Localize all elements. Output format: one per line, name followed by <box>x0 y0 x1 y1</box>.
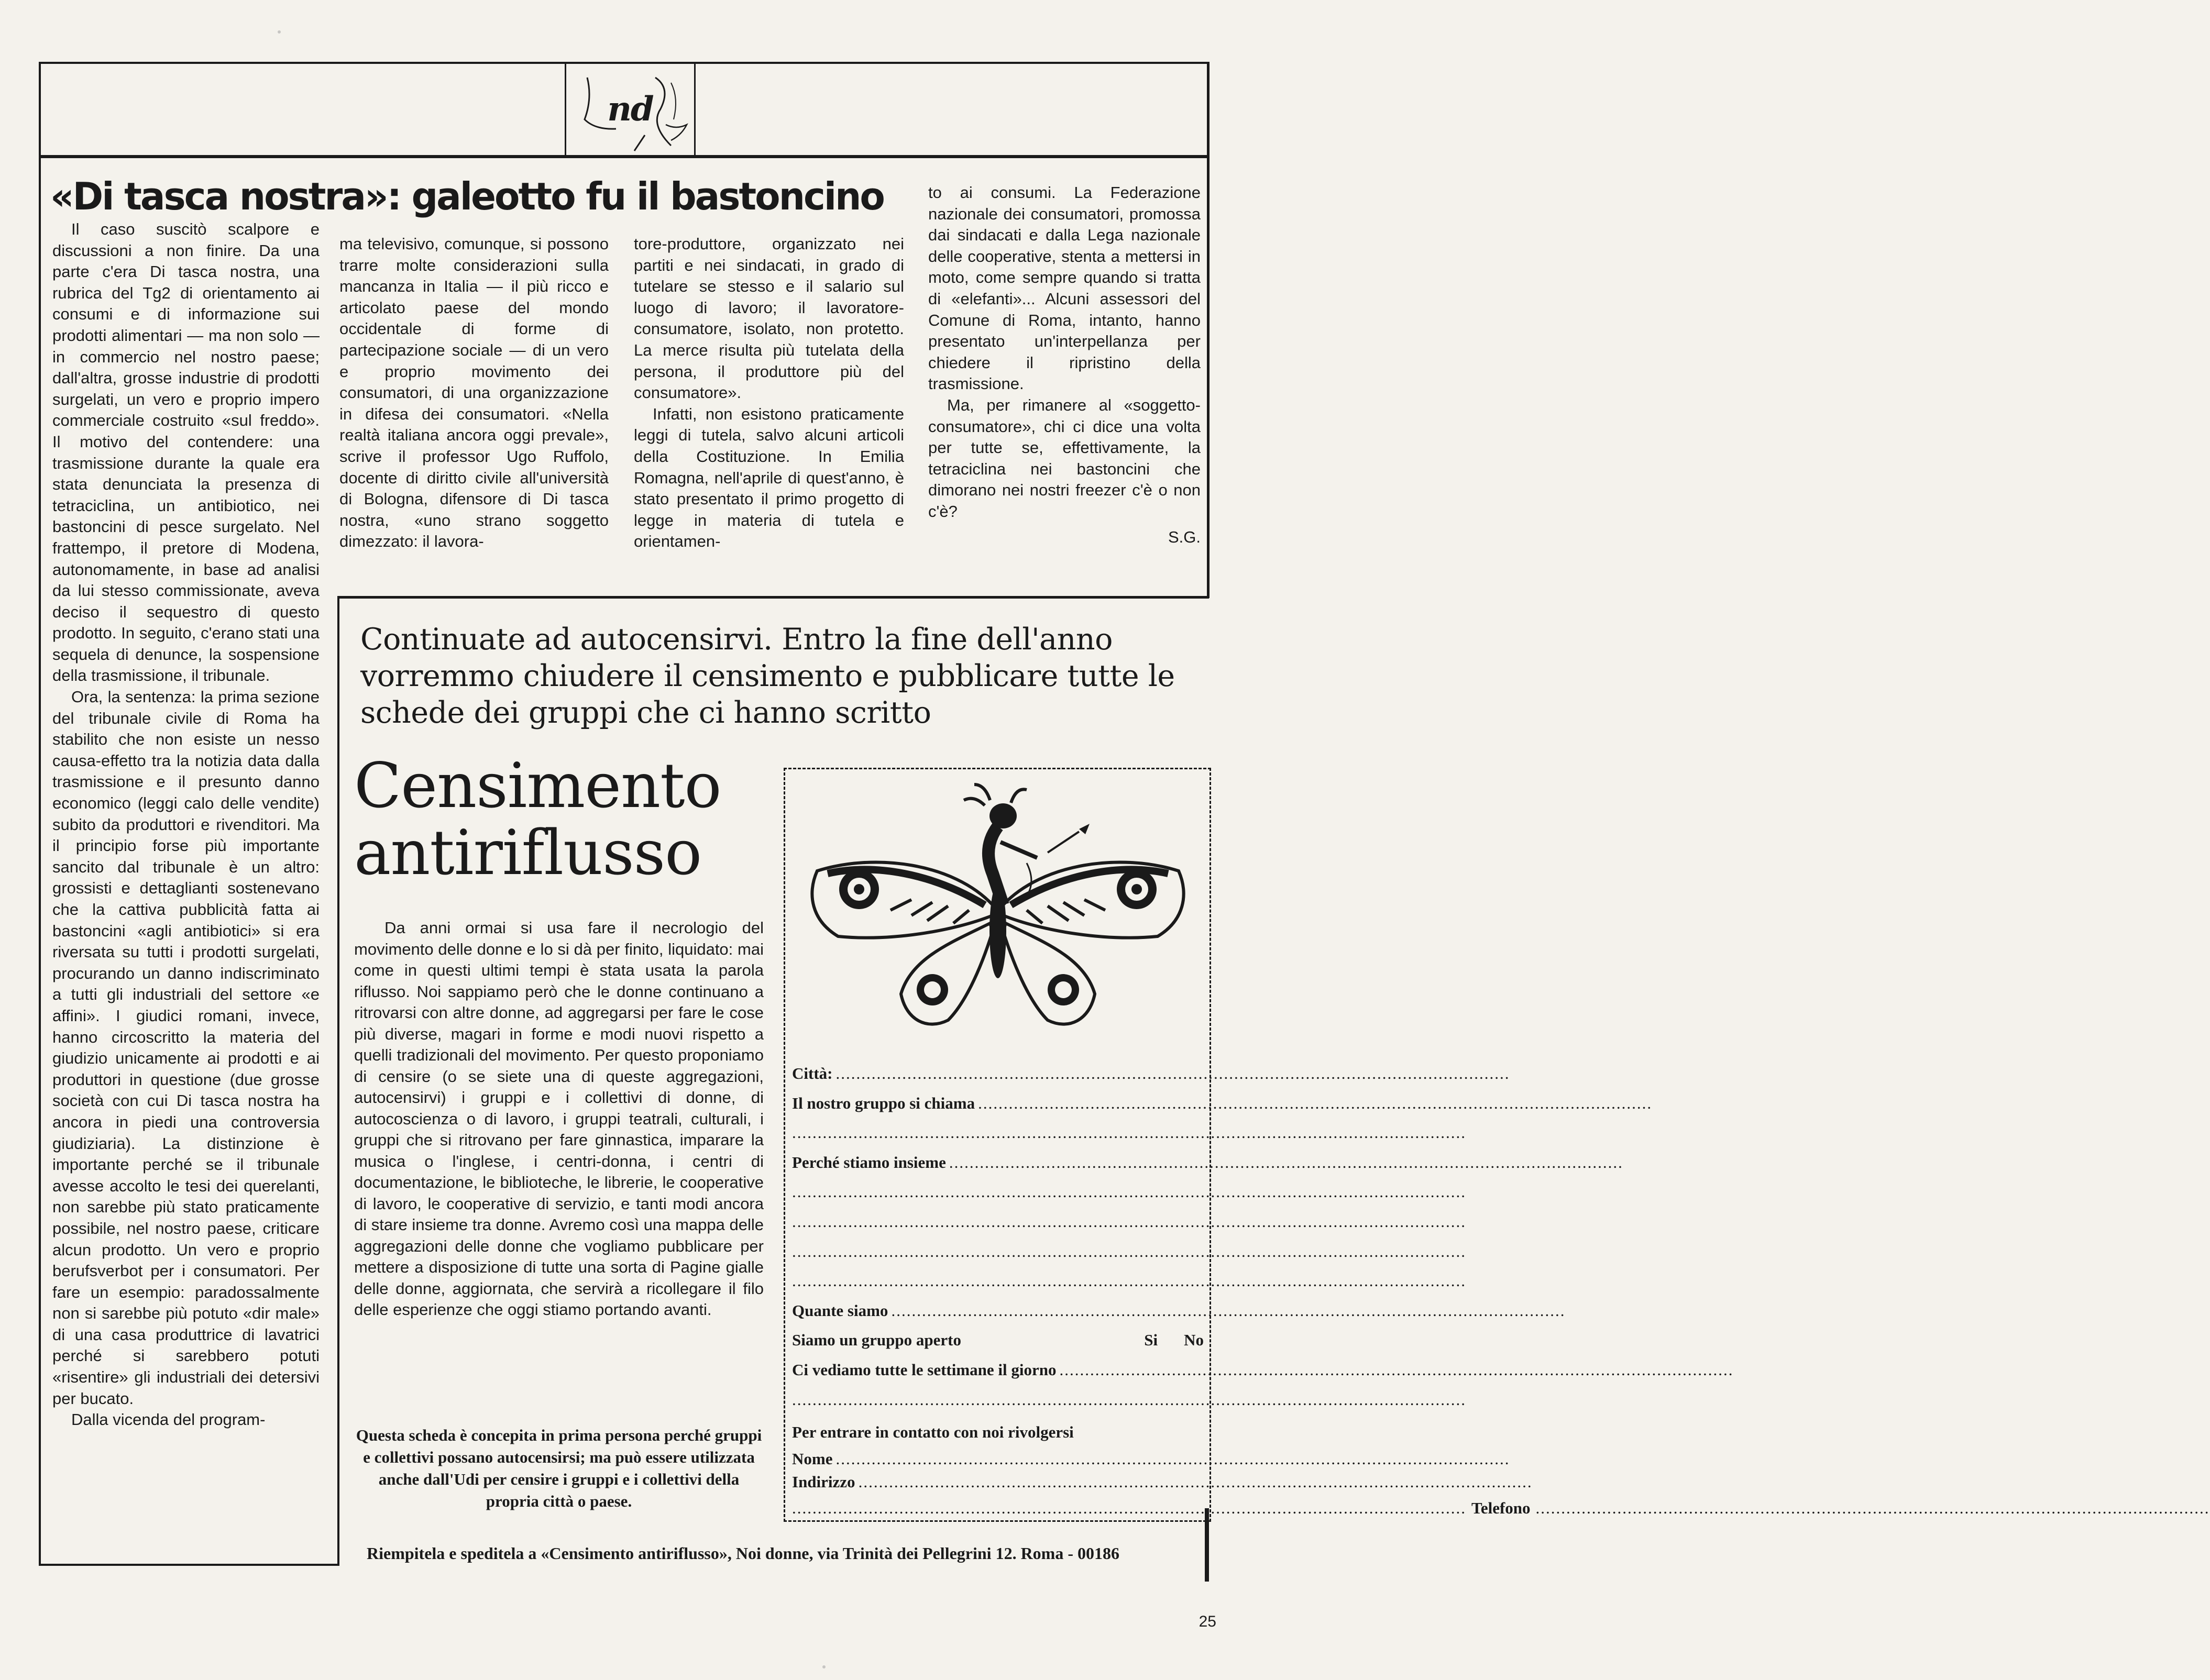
dotted-line: .................................................................................................................................... <box>978 1093 1653 1112</box>
city-label: Città: <box>792 1064 833 1082</box>
dotted-line: .................................................................................................................................... <box>1059 1360 1734 1379</box>
bottom-rule <box>39 1564 338 1566</box>
dotted-line: .................................................................................................................................... <box>792 1242 1466 1261</box>
paragraph: Dalla vicenda del program- <box>71 1410 266 1429</box>
dotted-line: .................................................................................................................................... <box>792 1272 1466 1290</box>
open-group-field <box>792 1325 1206 1355</box>
blank-line-field[interactable] <box>792 1266 1466 1296</box>
dotted-line: .................................................................................................................................... <box>792 1182 1466 1201</box>
article-signature: S.G. <box>1168 527 1201 546</box>
blank-line-field[interactable] <box>792 1177 1466 1207</box>
paragraph: Ora, la sentenza: la prima sezione del tribunale civile di Roma ha stabilito che non esiste un nesso causa-effetto tra la notizia data dalla trasmissione e il presunto danno economico (leggi calo delle vendite) subito da produttori e rivenditori. Ma il principio forse più importante sancito dal tribunale è un altro: grossisti e dettaglianti sostenevano che la cattiva pubblicità fatta ai bastoncini «agli antibiotici» si era riversata su tutti i prodotti surgelati, procurando un danno indiscriminato a tutti gli industriali del settore «e affini». I giudici romani, invece, hanno circoscritto la materia del giudizio unicamente ai prodotti e ai produttori in questione (due grosse società con cui Di tasca nostra ha ancora in piedi una controversia giudiziaria). La distinzione è importante perché se il tribunale avesse accolto le tesi dei querelanti, non sarebbe più stato praticamente possibile, nel nostro paese, criticare alcun prodotto. Un vero e proprio berufsverbot per i consumatori. Per fare un esempio: paradossalmente non si sarebbe più potuto «dir male» di una casa produttrice di lavatrici perché si sarebbero potuti «risentire» gli industriali dei detersivi per bucato. <box>52 688 320 1408</box>
dotted-line: .................................................................................................................................... <box>949 1153 1623 1171</box>
blank-line-field[interactable] <box>792 1207 1466 1237</box>
census-title-line-2: antiriflusso <box>354 816 702 889</box>
address-field[interactable] <box>792 1471 1533 1494</box>
article-column-1 <box>52 219 320 1560</box>
blank-line-field[interactable] <box>792 1385 1466 1415</box>
logo-sketch-icon <box>566 62 697 156</box>
address-label: Indirizzo <box>792 1472 855 1491</box>
phone-label: Telefono <box>1471 1498 1531 1517</box>
meet-label: Ci vediamo tutte le settimane il giorno <box>792 1360 1057 1379</box>
paragraph: Da anni ormai si usa fare il necrologio del movimento delle donne e lo si dà per finito, liquidato: mai come in questi ultimi tempi è stata usata la parola riflusso. Noi sappiamo però che le donne continuano a ritrovarsi con altre donne, ad aggregarsi per fare le cose più diverse, magari in forme e modi nuovi rispetto a quelli tradizionali del movimento. Per questo proponiamo di censire (o se siete una di queste aggregazioni, autocensirvi) i gruppi e i collettivi di donne, di autocoscienza o di lavoro, i gruppi teatrali, culturali, i gruppi che si ritrovano per fare ginnastica, imparare la musica o l'inglese, i centri-donna, i centri di documentazione, le biblioteche, le librerie, le cooperative di lavoro, le cooperative di servizio, e tanti modi ancora di stare insieme tra donne. Avremo così una mappa delle aggregazioni delle donne che vogliamo pubblicare per mettere a disposizione di tutte una sorta di Pagine gialle delle donne, aggiornata, che servirà a ricollegare il filo delle esperienze che oggi stiamo portando avanti. <box>354 919 764 1319</box>
census-subheadline: Continuate ad autocensirvi. Entro la fine dell'anno vorremmo chiudere il censimento e pubblicare tutte le schede dei gruppi che ci hanno scritto <box>360 622 1175 730</box>
logo-text: nd <box>607 89 653 129</box>
coupon-form <box>792 1059 2210 1523</box>
article-headline: «Di tasca nostra»: galeotto fu il bastoncino <box>50 174 884 218</box>
dotted-line: .................................................................................................................................... <box>792 1390 1466 1409</box>
how-many-label: Quante siamo <box>792 1301 888 1320</box>
dotted-line: .................................................................................................................................... <box>792 1498 1466 1517</box>
phone-field[interactable] <box>792 1494 2210 1523</box>
city-field[interactable] <box>792 1059 1510 1089</box>
article-column-3 <box>634 234 904 569</box>
dotted-line: .................................................................................................................................... <box>858 1472 1533 1491</box>
census-box-rule <box>337 596 1209 599</box>
dotted-line: .................................................................................................................................... <box>792 1212 1466 1231</box>
butterfly-illustration-icon <box>796 774 1200 1057</box>
print-speck <box>278 30 281 34</box>
dotted-line: .................................................................................................................................... <box>835 1449 1510 1468</box>
name-field[interactable] <box>792 1447 1510 1471</box>
article-column-2 <box>339 234 609 600</box>
blank-line-field[interactable] <box>792 1118 1466 1148</box>
magazine-logo <box>565 62 696 156</box>
group-name-label: Il nostro gruppo si chiama <box>792 1093 975 1112</box>
census-body <box>354 918 764 1321</box>
census-box-left-rule <box>337 596 339 1566</box>
contact-heading <box>792 1418 1206 1447</box>
right-rule <box>1207 62 1210 598</box>
paragraph: Infatti, non esistono praticamente leggi di tutela, salvo alcuni articoli della Costituzione. In Emilia Romagna, nell'aprile di quest'anno, è stato presentato il primo progetto di legge in materia di tutela e orientamen- <box>634 404 904 551</box>
open-group-label: Siamo un gruppo aperto <box>792 1331 961 1350</box>
why-label: Perché stiamo insieme <box>792 1153 946 1171</box>
dotted-line: .................................................................................................................................... <box>1535 1498 2210 1517</box>
name-label: Nome <box>792 1449 833 1468</box>
page-number: 25 <box>1199 1613 1216 1630</box>
no-option[interactable]: No <box>1184 1331 1204 1350</box>
article-column-4 <box>928 182 1201 570</box>
group-name-field[interactable] <box>792 1089 1653 1119</box>
census-title <box>354 749 773 889</box>
how-many-field[interactable] <box>792 1296 1566 1326</box>
paragraph: tore-produttore, organizzato nei partiti e nei sindacati, in grado di tutelare se stesso e il salario sul luogo di lavoro; il lavoratore-consumatore, isolato, non protetto. La merce risulta più tutelata della persona, il produttore più del consumatore». <box>634 235 904 402</box>
meet-field[interactable] <box>792 1355 1734 1385</box>
contact-label: Per entrare in contatto con noi rivolgersi <box>792 1423 1074 1442</box>
paragraph: Ma, per rimanere al «soggetto-consumatore», chi ci dice una volta per tutte se, effettivamente, la tetraciclina nei bastoncini che dimorano nei nostri freezer c'è o non c'è? <box>928 395 1201 521</box>
paragraph: ma televisivo, comunque, si possono trarre molte considerazioni sulla mancanza in Italia — il più ricco e articolato paese del mondo occidentale di forme di partecipazione sociale — di un vero e proprio movimento dei consumatori, di una organizzazione in difesa dei consumatori. «Nella realtà italiana ancora oggi prevale», scrive il professor Ugo Ruffolo, docente di diritto civile all'università di Bologna, difensore di Di tasca nostra, «uno strano soggetto dimezzato: il lavora- <box>339 235 609 551</box>
census-title-line-1: Censimento <box>354 749 721 822</box>
census-note: Questa scheda è concepita in prima persona perché gruppi e collettivi possano autocensirsi; ma può essere utilizzata anche dall'Udi per censire i gruppi e i collettivi della propria città o paese. <box>356 1426 762 1510</box>
blank-line-field[interactable] <box>792 1237 1466 1267</box>
print-speck <box>822 1665 826 1668</box>
why-field[interactable] <box>792 1148 1623 1178</box>
yes-option[interactable]: Si <box>1144 1331 1158 1350</box>
dotted-line: .................................................................................................................................... <box>891 1301 1566 1320</box>
census-mailing-address: Riempitela e speditela a «Censimento antiriflusso», Noi donne, via Trinità dei Pellegrini 12. Roma - 00186 <box>367 1544 1119 1563</box>
paragraph: Il caso suscitò scalpore e discussioni a non finire. Da una parte c'era Di tasca nostra, una rubrica del Tg2 di orientamento ai consumi e di informazione sui prodotti alimentari — ma non solo — in commercio nel nostro paese; dall'altra, grosse industrie di prodotti surgelati, un vero e proprio impero commerciale costruito «sul freddo». Il motivo del contendere: una trasmissione durante la quale era stata denunciata la presenza di tetraciclina, un antibiotico, nei bastoncini di pesce surgelato. Nel frattempo, il pretore di Modena, autonomamente, in base ad analisi da lui stesso commissionate, aveva deciso il sequestro di questo prodotto. In seguito, c'erano stati una sequela di denunce, la sospensione della trasmissione, il tribunale. <box>52 220 320 685</box>
dotted-line: .................................................................................................................................... <box>835 1064 1510 1082</box>
dotted-line: .................................................................................................................................... <box>792 1123 1466 1142</box>
left-rule <box>39 62 41 1566</box>
paragraph: to ai consumi. La Federazione nazionale dei consumatori, promossa dai sindacati e dalla Lega nazionale delle cooperative, stenta a mettersi in moto, come sempre quando si tratta di «elefanti»... Alcuni assessori del Comune di Roma, intanto, hanno presentato un'interpellanza per chiedere il ripristino della trasmissione. <box>928 183 1201 393</box>
